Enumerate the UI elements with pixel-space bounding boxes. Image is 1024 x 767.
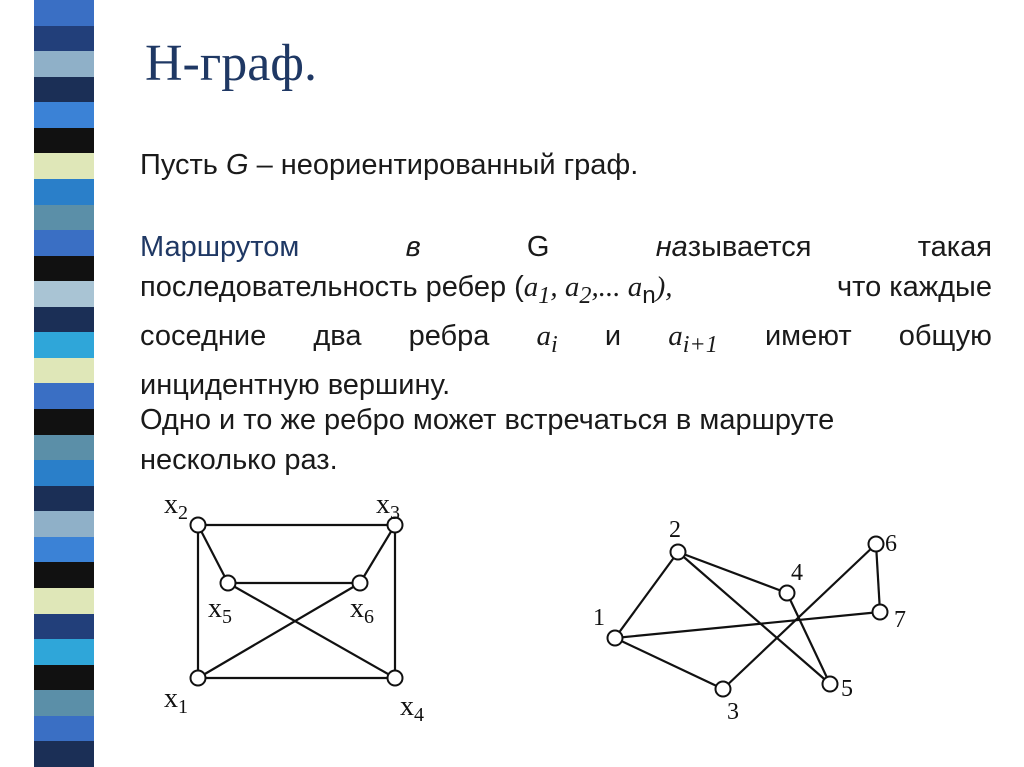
definition-line-4: инцидентную вершину.: [140, 368, 451, 401]
vertex-label-x2: $x_2$: [164, 489, 188, 524]
stripe-segment: [34, 179, 94, 205]
stripe-segment: [34, 614, 94, 640]
stripe-segment: [34, 281, 94, 307]
vertex-2: [671, 545, 686, 560]
edge-2-4: [678, 552, 787, 593]
stripe-segment: [34, 77, 94, 103]
word-obshchuyu: общую: [898, 319, 992, 352]
stripe-segment: [34, 358, 94, 384]
word-g: G: [526, 231, 550, 263]
stripe-segment: [34, 307, 94, 333]
edge-x1-x6: [198, 583, 360, 678]
definition-paragraph: [140, 227, 992, 405]
note-paragraph: [140, 400, 992, 480]
edge-sequence: $a_1$, $a_2$,... $a_n$),: [523, 271, 673, 309]
stripe-segment: [34, 537, 94, 563]
vertex-label-7: 7: [894, 607, 906, 633]
word-i: и: [604, 319, 622, 352]
word-rebra: ребра: [408, 319, 490, 352]
stripe-segment: [34, 562, 94, 588]
stripe-segment: [34, 0, 94, 26]
edge-ai: $a_i$: [536, 319, 558, 358]
vertex-label-x1: $x_1$: [164, 683, 188, 718]
stripe-segment: [34, 26, 94, 52]
stripe-segment: [34, 128, 94, 154]
vertex-label-1: 1: [593, 605, 605, 631]
stripe-segment: [34, 690, 94, 716]
word-dva: два: [313, 319, 362, 352]
vertex-3: [716, 682, 731, 697]
graph-variable: G: [225, 149, 249, 181]
stripe-segment: [34, 588, 94, 614]
edge-x2-x5: [198, 525, 228, 583]
definition-line-2-end: что каждые: [837, 271, 992, 303]
stripe-segment: [34, 383, 94, 409]
vertex-label-x6: $x_6$: [350, 593, 374, 628]
vertex-label-x4: $x_4$: [400, 691, 424, 726]
definition-line-1: [140, 227, 992, 267]
graph-x-diagram: [150, 485, 450, 735]
vertex-label-x3: $x_3$: [376, 489, 400, 524]
stripe-segment: [34, 332, 94, 358]
stripe-segment: [34, 486, 94, 512]
vertex-1: [608, 631, 623, 646]
definition-line-2-text: последовательность ребер ($a_1$, $a_2$,... $a_n$),: [140, 271, 673, 309]
stripe-segment: [34, 511, 94, 537]
edge-1-2: [615, 552, 678, 638]
definition-line-2: [140, 267, 992, 316]
definition-line-3: [140, 316, 992, 365]
stripe-segment: [34, 409, 94, 435]
vertex-label-4: 4: [791, 560, 803, 586]
vertex-x1: [191, 671, 206, 686]
intro-text-end: – неориентированный граф.: [248, 149, 639, 181]
vertex-label-2: 2: [669, 517, 681, 543]
stripe-segment: [34, 256, 94, 282]
stripe-segment: [34, 741, 94, 767]
note-line-2: несколько раз.: [140, 444, 338, 476]
edge-ai-plus-1: $a_{i+1}$: [668, 319, 718, 358]
stripe-segment: [34, 153, 94, 179]
edge-x3-x6: [360, 525, 395, 583]
vertex-x5: [221, 576, 236, 591]
vertex-7: [873, 605, 888, 620]
vertex-label-6: 6: [885, 531, 897, 557]
stripe-segment: [34, 102, 94, 128]
word-takaya: такая: [917, 231, 992, 263]
decorative-stripe-bar: [34, 0, 94, 767]
stripe-segment: [34, 230, 94, 256]
word-v: в: [405, 231, 421, 263]
stripe-segment: [34, 665, 94, 691]
stripe-segment: [34, 435, 94, 461]
stripe-segment: [34, 716, 94, 742]
intro-paragraph: [140, 145, 992, 185]
term-marshrut: Маршрутом: [140, 231, 300, 263]
note-line-1: Одно и то же ребро может встречаться в маршруте: [140, 404, 835, 436]
edge-1-3: [615, 638, 723, 689]
vertex-x4: [388, 671, 403, 686]
edge-6-7: [876, 544, 880, 612]
vertex-6: [869, 537, 884, 552]
vertex-label-x5: $x_5$: [208, 593, 232, 628]
stripe-segment: [34, 639, 94, 665]
edge-x5-x4: [228, 583, 395, 678]
vertex-x6: [353, 576, 368, 591]
vertex-5: [823, 677, 838, 692]
edge-1-7: [615, 612, 880, 638]
vertex-x2: [191, 518, 206, 533]
word-nazyvaetsya: называется: [655, 231, 812, 263]
edge-2-5: [678, 552, 830, 684]
stripe-segment: [34, 205, 94, 231]
stripe-segment: [34, 460, 94, 486]
vertex-label-3: 3: [727, 699, 739, 725]
vertex-4: [780, 586, 795, 601]
word-imeyut: имеют: [764, 319, 852, 352]
graph-numbered-diagram: [585, 505, 925, 735]
intro-text-start: Пусть: [140, 149, 226, 181]
vertex-label-5: 5: [841, 676, 853, 702]
stripe-segment: [34, 51, 94, 77]
slide-title: Н-граф.: [145, 35, 317, 92]
word-sosednie: соседние: [140, 319, 267, 352]
